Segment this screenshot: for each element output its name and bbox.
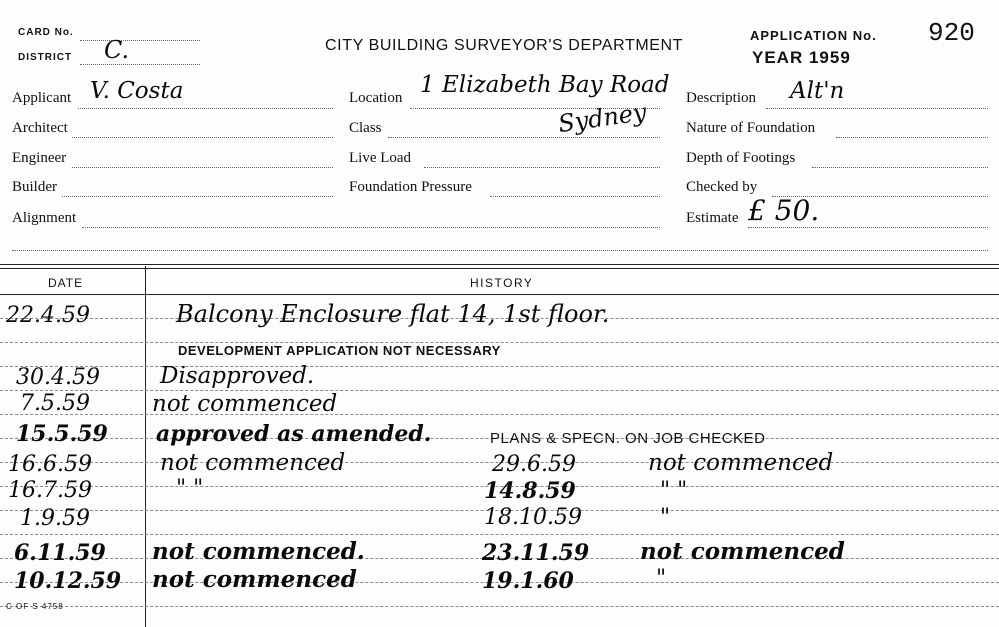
nature-of-foundation-label: Nature of Foundation [686, 120, 816, 136]
history-rule [0, 606, 999, 607]
history-date-2: 19.1.60 [482, 568, 574, 594]
history-date: 10.12.59 [14, 568, 122, 594]
district-field [80, 64, 200, 65]
class-value: Sydney [556, 97, 649, 139]
estimate-field [748, 227, 988, 228]
year-label: YEAR 1959 [752, 48, 851, 67]
applicant-field [78, 108, 333, 109]
form-code: C OF S 4758 [6, 602, 64, 611]
description-label: Description [686, 90, 756, 106]
history-rule [0, 534, 999, 535]
history-rule [0, 390, 999, 391]
description-field [766, 108, 988, 109]
foundation-pressure-field [490, 196, 660, 197]
estimate-label: Estimate [686, 210, 739, 226]
checked-by-label: Checked by [686, 179, 758, 195]
district-value: C. [104, 36, 130, 64]
blank-line [12, 250, 988, 251]
history-date: 16.7.59 [8, 478, 92, 503]
history-entry: Balcony Enclosure flat 14, 1st floor. [176, 300, 610, 328]
table-top-rule-2 [0, 268, 999, 269]
history-date-2: 14.8.59 [484, 478, 576, 504]
applicant-label: Applicant [12, 90, 72, 106]
history-rule [0, 414, 999, 415]
development-stamp: DEVELOPMENT APPLICATION NOT NECESSARY [178, 343, 501, 358]
history-rule [0, 366, 999, 367]
history-entry: not commenced [152, 391, 338, 417]
depth-of-footings-field [812, 167, 988, 168]
nature-of-foundation-field [836, 137, 988, 138]
engineer-field [72, 167, 333, 168]
class-label: Class [349, 120, 382, 136]
history-entry: not commenced. [152, 538, 365, 565]
date-column-divider [145, 266, 146, 627]
foundation-pressure-label: Foundation Pressure [349, 179, 472, 195]
location-label: Location [349, 90, 403, 106]
history-date: 30.4.59 [16, 365, 100, 390]
history-date: 22.4.59 [6, 303, 90, 328]
history-note: PLANS & SPECN. ON JOB CHECKED [490, 430, 766, 447]
history-header: HISTORY [470, 276, 534, 290]
applicant-value: V. Costa [90, 78, 184, 104]
department-title: CITY BUILDING SURVEYOR'S DEPARTMENT [325, 37, 684, 54]
builder-label: Builder [12, 179, 57, 195]
header-rule [0, 294, 999, 295]
architect-label: Architect [12, 120, 68, 136]
history-entry: " " [176, 476, 204, 501]
builder-field [62, 196, 333, 197]
district-label: DISTRICT [18, 52, 73, 63]
alignment-field [82, 227, 660, 228]
architect-field [72, 137, 333, 138]
estimate-value: £ 50. [748, 194, 820, 227]
alignment-label: Alignment [12, 210, 77, 226]
location-value: 1 Elizabeth Bay Road [420, 72, 670, 98]
history-date-2: 18.10.59 [484, 505, 582, 530]
table-top-rule [0, 264, 999, 265]
history-entry: approved as amended. [156, 421, 432, 447]
application-number: 920 [928, 18, 975, 48]
history-date: 7.5.59 [20, 391, 90, 416]
history-entry-2: " " [660, 478, 688, 503]
card-no-label: CARD No. [18, 27, 74, 38]
history-date-2: 29.6.59 [492, 452, 576, 477]
history-entry-2: " [656, 566, 667, 591]
history-date: 15.5.59 [16, 421, 108, 447]
engineer-label: Engineer [12, 150, 67, 166]
history-date: 16.6.59 [8, 452, 92, 477]
history-entry: not commenced [152, 566, 357, 593]
history-entry-2: not commenced [640, 538, 845, 565]
application-label: APPLICATION No. [750, 28, 877, 43]
description-value: Alt'n [790, 78, 845, 104]
history-entry: Disapproved. [160, 363, 315, 389]
date-header: DATE [48, 276, 84, 290]
history-date: 6.11.59 [14, 540, 106, 566]
history-entry-2: not commenced [648, 450, 834, 476]
history-date: 1.9.59 [20, 506, 90, 531]
card-no-field [80, 40, 200, 41]
live-load-label: Live Load [349, 150, 412, 166]
history-entry: not commenced [160, 450, 346, 476]
history-entry-2: " [660, 505, 671, 530]
history-date-2: 23.11.59 [482, 540, 590, 566]
class-field [388, 137, 660, 138]
depth-of-footings-label: Depth of Footings [686, 150, 796, 166]
live-load-field [424, 167, 660, 168]
